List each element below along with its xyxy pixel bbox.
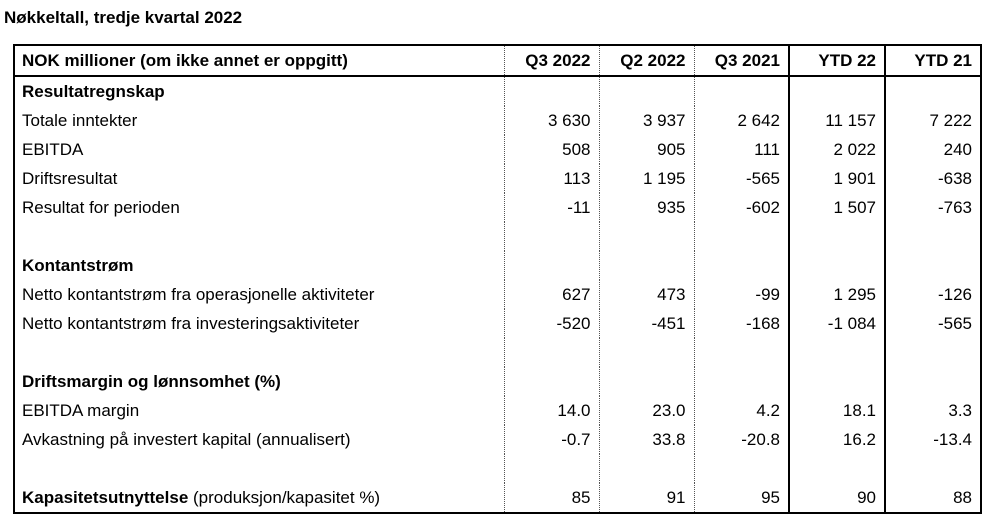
section-heading-kontantstrom: Kontantstrøm bbox=[22, 256, 134, 275]
cell-value: -126 bbox=[885, 280, 981, 309]
header-label: NOK millioner (om ikke annet er oppgitt) bbox=[14, 45, 504, 76]
cell-value: 14.0 bbox=[504, 396, 599, 425]
cell-value: -20.8 bbox=[694, 425, 789, 454]
spacer-row bbox=[14, 454, 981, 483]
header-ytd-22: YTD 22 bbox=[789, 45, 885, 76]
page-title: Nøkkeltall, tredje kvartal 2022 bbox=[4, 8, 243, 27]
cell-value: 1 295 bbox=[789, 280, 885, 309]
cell-value: 91 bbox=[599, 483, 694, 513]
table-row bbox=[14, 483, 981, 513]
cell-value: -1 084 bbox=[789, 309, 885, 338]
cell-value: 935 bbox=[599, 193, 694, 222]
section-heading-row bbox=[14, 367, 981, 396]
table-row bbox=[14, 193, 981, 222]
spacer-row bbox=[14, 338, 981, 367]
cell-value: 627 bbox=[504, 280, 599, 309]
row-label: EBITDA bbox=[22, 140, 84, 159]
row-label: Avkastning på investert kapital (annualisert) bbox=[22, 430, 351, 449]
section-heading-row bbox=[14, 76, 981, 106]
cell-value: 113 bbox=[504, 164, 599, 193]
table-header-row bbox=[14, 45, 981, 76]
table-row bbox=[14, 164, 981, 193]
table-row bbox=[14, 106, 981, 135]
row-label: Netto kontantstrøm fra investeringsaktiviteter bbox=[22, 314, 360, 333]
row-label: Resultat for perioden bbox=[22, 198, 180, 217]
cell-value: 3 630 bbox=[504, 106, 599, 135]
cell-value: 240 bbox=[885, 135, 981, 164]
cell-value: 23.0 bbox=[599, 396, 694, 425]
section-heading-row bbox=[14, 251, 981, 280]
cell-value: 905 bbox=[599, 135, 694, 164]
table-row bbox=[14, 280, 981, 309]
cell-value: 3 937 bbox=[599, 106, 694, 135]
cell-value: 1 901 bbox=[789, 164, 885, 193]
row-label bbox=[14, 483, 504, 513]
row-label: Netto kontantstrøm fra operasjonelle aktiviteter bbox=[22, 285, 375, 304]
table-row bbox=[14, 135, 981, 164]
cell-value: -565 bbox=[694, 164, 789, 193]
table-row bbox=[14, 309, 981, 338]
cell-value: -0.7 bbox=[504, 425, 599, 454]
cell-value: 18.1 bbox=[789, 396, 885, 425]
cell-value: -13.4 bbox=[885, 425, 981, 454]
cell-value: -602 bbox=[694, 193, 789, 222]
cell-value: 473 bbox=[599, 280, 694, 309]
cell-value: 111 bbox=[694, 135, 789, 164]
cell-value: 85 bbox=[504, 483, 599, 513]
cell-value: 3.3 bbox=[885, 396, 981, 425]
header-q2-2022: Q2 2022 bbox=[599, 45, 694, 76]
row-label-suffix: (produksjon/kapasitet %) bbox=[188, 488, 381, 507]
cell-value: 11 157 bbox=[789, 106, 885, 135]
header-ytd-21: YTD 21 bbox=[885, 45, 981, 76]
row-label: Driftsresultat bbox=[22, 169, 118, 188]
header-q3-2022: Q3 2022 bbox=[504, 45, 599, 76]
cell-value: 1 507 bbox=[789, 193, 885, 222]
cell-value: 88 bbox=[885, 483, 981, 513]
cell-value: 16.2 bbox=[789, 425, 885, 454]
cell-value: 95 bbox=[694, 483, 789, 513]
cell-value: -99 bbox=[694, 280, 789, 309]
cell-value: 508 bbox=[504, 135, 599, 164]
section-heading-kapasitet: Kapasitetsutnyttelse bbox=[22, 488, 189, 507]
table-row bbox=[14, 425, 981, 454]
cell-value: 90 bbox=[789, 483, 885, 513]
cell-value: -565 bbox=[885, 309, 981, 338]
cell-value: 33.8 bbox=[599, 425, 694, 454]
key-figures-table bbox=[13, 44, 982, 514]
row-label: EBITDA margin bbox=[22, 401, 140, 420]
cell-value: 7 222 bbox=[885, 106, 981, 135]
cell-value: -638 bbox=[885, 164, 981, 193]
cell-value: 2 642 bbox=[694, 106, 789, 135]
header-q3-2021: Q3 2021 bbox=[694, 45, 789, 76]
cell-value: -520 bbox=[504, 309, 599, 338]
cell-value: 2 022 bbox=[789, 135, 885, 164]
cell-value: 1 195 bbox=[599, 164, 694, 193]
section-heading-resultat: Resultatregnskap bbox=[22, 82, 165, 101]
row-label: Totale inntekter bbox=[22, 111, 138, 130]
cell-value: -763 bbox=[885, 193, 981, 222]
cell-value: -451 bbox=[599, 309, 694, 338]
section-heading-margin: Driftsmargin og lønnsomhet (%) bbox=[22, 372, 281, 391]
table-row bbox=[14, 396, 981, 425]
cell-value: 4.2 bbox=[694, 396, 789, 425]
cell-value: -168 bbox=[694, 309, 789, 338]
spacer-row bbox=[14, 222, 981, 251]
cell-value: -11 bbox=[504, 193, 599, 222]
